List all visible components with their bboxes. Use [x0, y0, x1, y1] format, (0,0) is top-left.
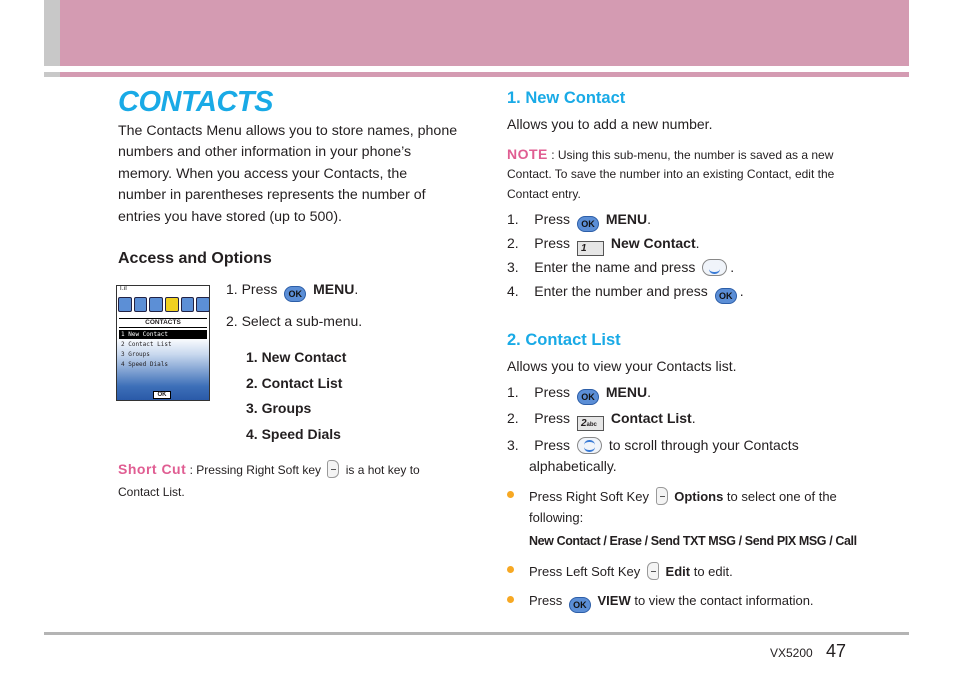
contact-list-step-3: 3. Press to scroll through your Contacts	[507, 437, 799, 453]
right-soft-key-icon	[327, 460, 339, 478]
options-bullet: Press Right Soft Key Options to select one of the	[529, 489, 837, 504]
submenu-item: 1. New Contact	[246, 349, 347, 365]
phone-menu-item: 1 New Contact	[119, 330, 207, 339]
submenu-item: 2. Contact List	[246, 375, 343, 391]
shortcut-note: Short Cut : Pressing Right Soft key is a hot key to	[118, 461, 420, 477]
bullet-icon	[507, 491, 514, 498]
shortcut-label: Short Cut	[118, 461, 187, 477]
nav-key-updown-icon	[577, 437, 602, 454]
ok-key-icon: OK	[569, 597, 591, 613]
shortcut-note-cont: Contact List.	[118, 485, 185, 499]
submenu-item: 4. Speed Dials	[246, 426, 341, 442]
bullet-icon	[507, 566, 514, 573]
contact-list-heading: 2. Contact List	[507, 331, 621, 349]
phone-screen-title: CONTACTS	[119, 318, 207, 328]
access-step-1: 1. Press OK MENU.	[226, 280, 358, 302]
contact-list-step-1: 1. Press OK MENU.	[507, 383, 651, 405]
new-contact-desc: Allows you to add a new number.	[507, 116, 713, 132]
right-soft-key-icon	[656, 487, 668, 505]
header-rule	[60, 72, 909, 77]
intro-paragraph: The Contacts Menu allows you to store names, phone numbers and other information in your phone’s memory. When you access your Contacts, the number in parentheses represents the number of entries you have stored (up to 500).	[118, 123, 458, 225]
access-heading: Access and Options	[118, 250, 272, 267]
ok-key-icon: OK	[715, 288, 737, 304]
view-bullet: Press OK VIEW to view the contact information.	[529, 592, 814, 613]
new-contact-step-4: 4. Enter the number and press OK .	[507, 282, 744, 304]
menu-icon	[196, 297, 210, 312]
contact-list-desc: Allows you to view your Contacts list.	[507, 358, 737, 374]
header-rule-side	[44, 72, 60, 77]
header-band	[60, 0, 909, 66]
note-line-2: Contact. To save the number into an existing Contact, edit the	[507, 167, 835, 181]
footer-model: VX5200	[770, 646, 813, 660]
options-bullet-cont: following:	[529, 510, 584, 525]
note-line-1: NOTE : Using this sub-menu, the number is saved as a new	[507, 146, 834, 162]
menu-icon	[181, 297, 195, 312]
header-side-block	[44, 0, 60, 66]
contacts-icon	[165, 297, 179, 312]
note-label: NOTE	[507, 146, 548, 162]
new-contact-heading: 1. New Contact	[507, 89, 626, 107]
key-1-icon: 1	[577, 241, 604, 256]
nav-key-down-icon	[702, 259, 727, 276]
new-contact-step-3: 3. Enter the name and press .	[507, 259, 735, 275]
menu-icon	[149, 297, 163, 312]
new-contact-step-2: 2. Press 1 New Contact.	[507, 235, 700, 254]
ok-key-icon: OK	[284, 286, 306, 302]
phone-menu-icons	[118, 297, 210, 315]
submenu-item: 3. Groups	[246, 400, 312, 416]
options-list: New Contact / Erase / Send TXT MSG / Send PIX MSG / Call	[529, 534, 857, 548]
left-soft-key-icon	[647, 562, 659, 580]
access-step-2: 2. Select a sub-menu.	[226, 313, 363, 329]
menu-icon	[118, 297, 132, 312]
phone-menu-item: 4 Speed Dials	[121, 361, 168, 368]
phone-status-bar: T.ıl	[117, 286, 209, 296]
page-title: CONTACTS	[118, 86, 273, 118]
new-contact-step-1: 1. Press OK MENU.	[507, 210, 651, 232]
menu-icon	[134, 297, 148, 312]
ok-key-icon: OK	[577, 216, 599, 232]
note-line-3: Contact entry.	[507, 187, 581, 201]
ok-key-icon: OK	[577, 389, 599, 405]
bullet-icon	[507, 596, 514, 603]
page-number: 47	[826, 641, 847, 661]
key-2-icon: 2abc	[577, 416, 604, 431]
phone-menu-item: 3 Groups	[121, 351, 150, 358]
phone-menu-item: 2 Contact List	[121, 341, 172, 348]
contact-list-step-3-cont: alphabetically.	[529, 458, 617, 474]
edit-bullet: Press Left Soft Key Edit to edit.	[529, 564, 733, 579]
phone-ok-softkey: OK	[153, 391, 171, 399]
footer-rule	[44, 632, 909, 635]
phone-screen-illustration	[116, 285, 210, 401]
contact-list-step-2: 2. Press 2abc Contact List.	[507, 410, 696, 429]
